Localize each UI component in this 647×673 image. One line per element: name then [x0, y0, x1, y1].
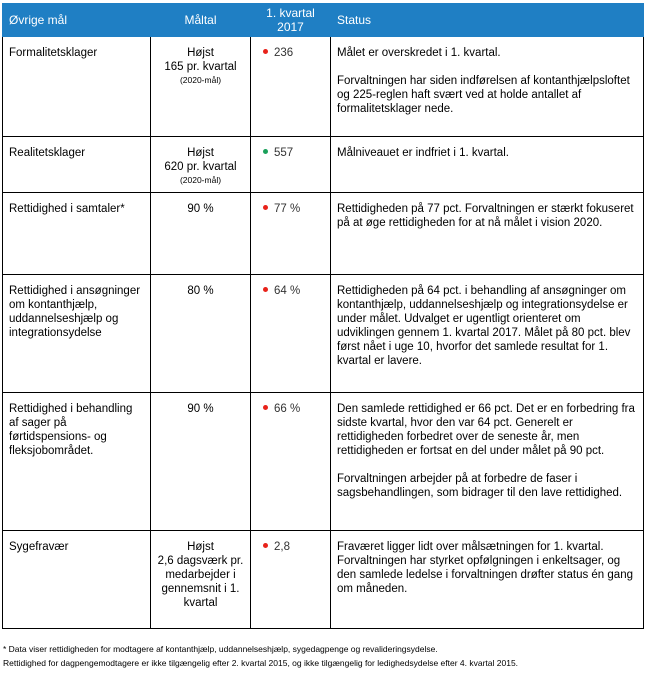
- goal-name: Rettidighed i behandling af sager på førtidspensions- og fleksjobområdet.: [3, 393, 151, 531]
- header-status: Status: [331, 4, 644, 37]
- target-line1: Højst: [187, 147, 214, 159]
- status-text: Målniveauet er indfriet i 1. kvartal.: [337, 147, 509, 159]
- status-cell: [331, 393, 644, 531]
- target-line2: 165 pr. kvartal: [164, 61, 237, 73]
- table-row: [3, 393, 644, 531]
- table-row: [3, 37, 644, 137]
- status-dot-red-icon: [263, 49, 268, 54]
- result-cell: [251, 275, 331, 393]
- status-cell: [331, 137, 644, 193]
- target-line2: 2,6 dagsværk pr. medarbejder i gennemsnit i 1. kvartal: [157, 555, 244, 609]
- target-note: (2020-mål): [179, 175, 222, 185]
- result-cell: [251, 193, 331, 275]
- status-dot-red-icon: [263, 405, 268, 410]
- result-cell: [251, 531, 331, 629]
- footnote-1: * Data viser rettidigheden for modtagere af kontanthjælp, uddannelseshjælp, sygedagpenge og revalideringsydelse.: [3, 644, 438, 654]
- result-cell: [251, 393, 331, 531]
- status-cell: [331, 531, 644, 629]
- goal-name: Sygefravær: [3, 531, 151, 629]
- target-cell: [151, 275, 251, 393]
- status-text: Rettidigheden på 77 pct. Forvaltningen er stærkt fokuseret på at øge rettidigheden for at nå målet i vision 2020.: [337, 203, 634, 229]
- status-cell: [331, 37, 644, 137]
- status-cell: [331, 193, 644, 275]
- status-text-2: Forvaltningen arbejder på at forbedre de faser i sagsbehandlingen, som bidrager til den lave rettidighed.: [337, 473, 623, 499]
- header-quarter: [251, 4, 331, 37]
- goal-name: Rettidighed i samtaler*: [3, 193, 151, 275]
- target-line2: 620 pr. kvartal: [164, 161, 237, 173]
- footnote-2: Rettidighed for dagpengemodtagere er ikke tilgængelig efter 2. kvartal 2015, og ikke tilgængelig for ledighedsydelse efter 4. kvartal 2015.: [3, 658, 519, 668]
- goal-name: Rettidighed i ansøgninger om kontanthjælp, uddannelseshjælp og integrationsydelse: [3, 275, 151, 393]
- target-cell: [151, 531, 251, 629]
- result-cell: [251, 137, 331, 193]
- header-target: Måltal: [151, 4, 251, 37]
- target-cell: [151, 193, 251, 275]
- header-quarter-line2: 2017: [277, 20, 304, 34]
- result-value: 77 %: [274, 203, 301, 215]
- goals-table: [2, 3, 644, 629]
- status-dot-red-icon: [263, 287, 268, 292]
- header-quarter-line1: 1. kvartal: [266, 6, 315, 20]
- target-cell: [151, 393, 251, 531]
- status-dot-red-icon: [263, 543, 268, 548]
- status-cell: [331, 275, 644, 393]
- status-text: Rettidigheden på 64 pct. i behandling af ansøgninger om kontanthjælp, uddannelseshjælp og integrationsydelse er under målet. Udvalget er ugentligt orienteret om udviklingen gennem 1. kvartal 2017. Målet på 80 pct. blev først nået i uge 10, hvorfor det samlede resultat for 1. kvartal er lavere.: [337, 285, 631, 367]
- result-value: 236: [274, 47, 294, 59]
- status-text-2: Forvaltningen har siden indførelsen af kontanthjælpsloftet og 225-reglen haft svært ved at holde antallet af formalitetsklager nede.: [337, 75, 630, 115]
- target-cell: [151, 37, 251, 137]
- target-line1: 90 %: [187, 203, 214, 215]
- table-row: [3, 531, 644, 629]
- table-row: [3, 275, 644, 393]
- target-line1: Højst: [187, 541, 214, 553]
- goal-name: Formalitetsklager: [3, 37, 151, 137]
- target-cell: [151, 137, 251, 193]
- target-line1: 90 %: [187, 403, 214, 415]
- result-value: 66 %: [274, 403, 301, 415]
- table-row: [3, 137, 644, 193]
- status-text: Målet er overskredet i 1. kvartal.: [337, 47, 501, 59]
- status-text: Den samlede rettidighed er 66 pct. Det er en forbedring fra sidste kvartal, hvor den var 64 pct. Generelt er rettidigheden forbedret over de seneste år, men rettidigheden er fortsat en del under målet på 90 pct.: [337, 403, 635, 457]
- result-value: 2,8: [274, 541, 290, 553]
- result-value: 557: [274, 147, 294, 159]
- result-cell: [251, 37, 331, 137]
- header-goals: Øvrige mål: [3, 4, 151, 37]
- target-line1: Højst: [187, 47, 214, 59]
- status-dot-red-icon: [263, 205, 268, 210]
- table-header-row: [3, 4, 644, 37]
- goal-name: Realitetsklager: [3, 137, 151, 193]
- target-note: (2020-mål): [179, 75, 222, 85]
- status-dot-green-icon: [263, 149, 268, 154]
- target-line1: 80 %: [187, 285, 214, 297]
- result-value: 64 %: [274, 285, 301, 297]
- table-row: [3, 193, 644, 275]
- status-text: Fraværet ligger lidt over målsætningen for 1. kvartal. Forvaltningen har styrket opfølgningen i enkeltsager, og den samlede ledelse i forvaltningen drøfter status én gang om måneden.: [337, 541, 633, 595]
